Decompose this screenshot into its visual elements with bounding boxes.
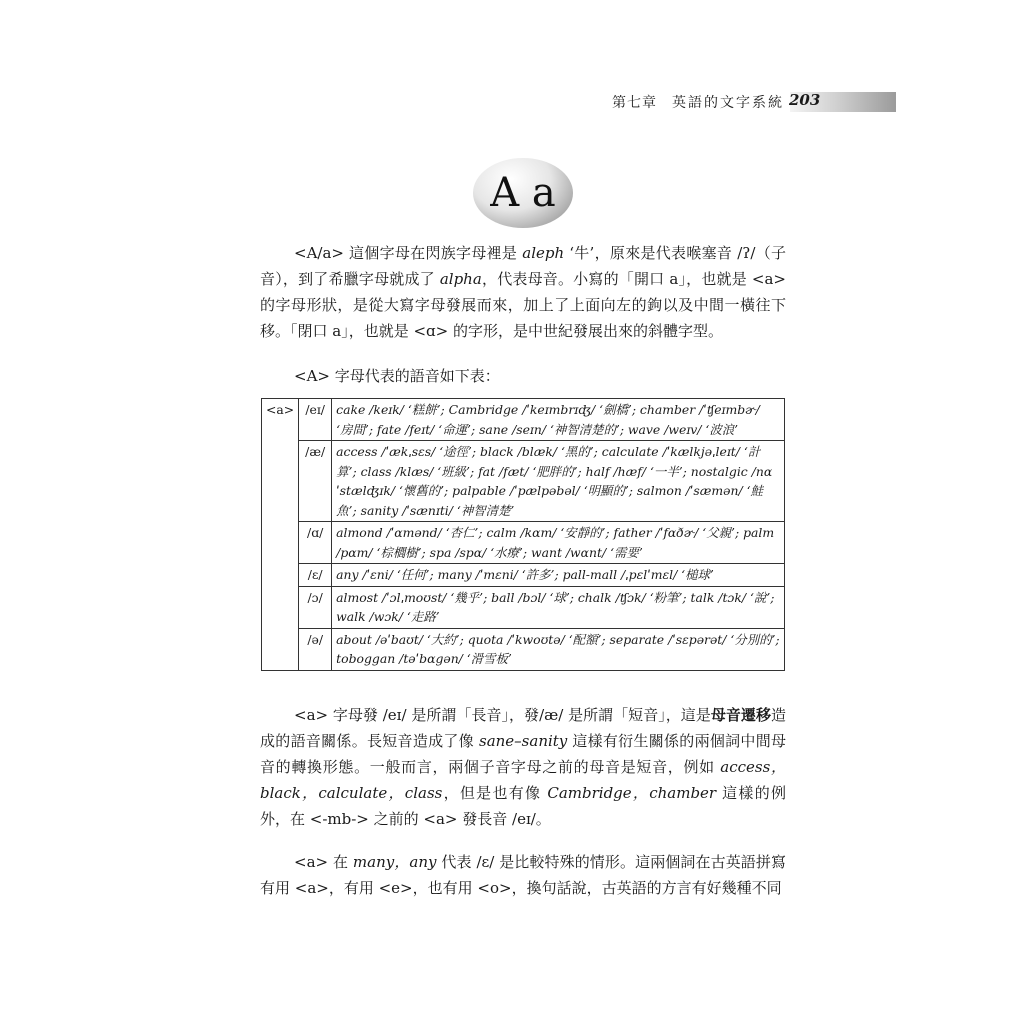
examples-cell: any /ˈɛni/ ‘任何’; many /ˈmɛni/ ‘許多’; pall-mall /ˌpɛlˈmɛl/ ‘槌球’ <box>332 564 785 587</box>
examples-cell: almost /ˈɔlˌmoʊst/ ‘幾乎’; ball /bɔl/ ‘球’; chalk /ʧɔk/ ‘粉筆’; talk /tɔk/ ‘說’; walk /wɔk/ ‘走路’ <box>332 586 785 628</box>
text-run: ，代表母音。小寫的「開口 a」，也就是 <a> 的字母形狀，是從大寫字母發展而來，加上了上面向左的鉤以及中間一橫往下移。「閉口 a」，也就是 <ɑ> 的字形，是中世紀發展出來的斜體字型。 <box>260 270 786 340</box>
text-run: <A/a> 這個字母在閃族字母裡是 <box>294 244 523 262</box>
chapter-title: 英語的文字系統 <box>672 95 784 111</box>
text-run: 這樣有衍生關係的兩個詞中間母音的轉換形態。一般而言，兩個子音字母之前的母音是短音，例如 <box>260 732 786 776</box>
examples-cell: almond /ˈɑmənd/ ‘杏仁’; calm /kɑm/ ‘安靜的’; father /ˈfɑðɚ/ ‘父親’; palm /pɑm/ ‘棕櫚樹’; spa /spɑ/ ‘水療’; want /wɑnt/ ‘需要’ <box>332 522 785 564</box>
term-sane-sanity: sane–sanity <box>479 732 568 750</box>
letter-cell: <a> <box>262 399 299 671</box>
page-header <box>0 90 896 112</box>
term-examples-long: Cambridge，chamber <box>547 784 717 802</box>
term-aleph: aleph <box>522 244 565 262</box>
table-row <box>262 628 785 670</box>
text-run: <a> 在 <box>294 853 353 871</box>
text-run: 代表 /ɛ/ 是比較特殊的情形。這兩個詞在古英語拼寫有用 <a>，有用 <e>，也有用 <o>，換句話說，古英語的方言有好幾種不同 <box>260 853 786 897</box>
examples-cell: about /əˈbaʊt/ ‘大約’; quota /ˈkwoʊtə/ ‘配額’; separate /ˈsɛpərət/ ‘分別的’; toboggan /təˈbɑgən/ ‘滑雪板’ <box>332 628 785 670</box>
text-run: ‘牛’，原來是代表喉塞音 /ʔ/（子音），到了希臘字母就成了 <box>260 244 786 288</box>
sound-table <box>261 398 785 671</box>
chapter-label: 第七章 <box>612 95 657 111</box>
table-row <box>262 564 785 587</box>
vowel-shift-paragraph <box>260 702 786 832</box>
ipa-cell: /æ/ <box>299 441 332 522</box>
text-run: 造成的語音關係。長短音造成了像 <box>260 706 786 750</box>
ipa-cell: /ɔ/ <box>299 586 332 628</box>
text-run: <a> 字母發 /eɪ/ 是所謂「長音」，發/æ/ 是所謂「短音」，這是 <box>294 706 711 724</box>
table-row <box>262 441 785 522</box>
letter-badge: A a <box>473 158 573 228</box>
ipa-cell: /ə/ <box>299 628 332 670</box>
ipa-cell: /ɛ/ <box>299 564 332 587</box>
many-any-paragraph <box>260 849 786 901</box>
term-examples-short: access，black，calculate，class <box>260 758 786 802</box>
table-row <box>262 586 785 628</box>
ipa-cell: /ɑ/ <box>299 522 332 564</box>
table-row <box>262 399 785 441</box>
examples-cell: cake /keɪk/ ‘糕餅’; Cambridge /ˈkeɪmbrɪʤ/ ‘劍橋’; chamber /ˈʧeɪmbɚ/ ‘房間’; fate /feɪt/ ‘命運’; sane /seɪn/ ‘神智清楚的’; wave /weɪv/ ‘波浪’ <box>332 399 785 441</box>
table-intro-paragraph: <A> 字母代表的語音如下表： <box>294 367 500 385</box>
intro-paragraph <box>260 240 786 344</box>
term-vowel-shift: 母音遷移 <box>710 706 771 724</box>
term-alpha: alpha <box>439 270 482 288</box>
term-many-any: many，any <box>352 853 437 871</box>
examples-cell: access /ˈækˌsɛs/ ‘途徑’; black /blæk/ ‘黑的’; calculate /ˈkælkjəˌleɪt/ ‘計算’; class /klæs/ ‘班級’; fat /fæt/ ‘肥胖的’; half /hæf/ ‘一半’; nostalgic /nɑˈstælʤɪk/ ‘懷舊的’; palpable /ˈpælpəbəl/ ‘明顯的’; salmon /ˈsæmən/ ‘鮭魚’; sanity /ˈsænɪti/ ‘神智清楚’ <box>332 441 785 522</box>
ipa-cell: /eɪ/ <box>299 399 332 441</box>
text-run: 這樣的例外，在 <-mb-> 之前的 <a> 發長音 /eɪ/。 <box>260 784 786 828</box>
table-row <box>262 522 785 564</box>
page-number: 203 <box>789 91 821 109</box>
text-run: ，但是也有像 <box>442 784 548 802</box>
